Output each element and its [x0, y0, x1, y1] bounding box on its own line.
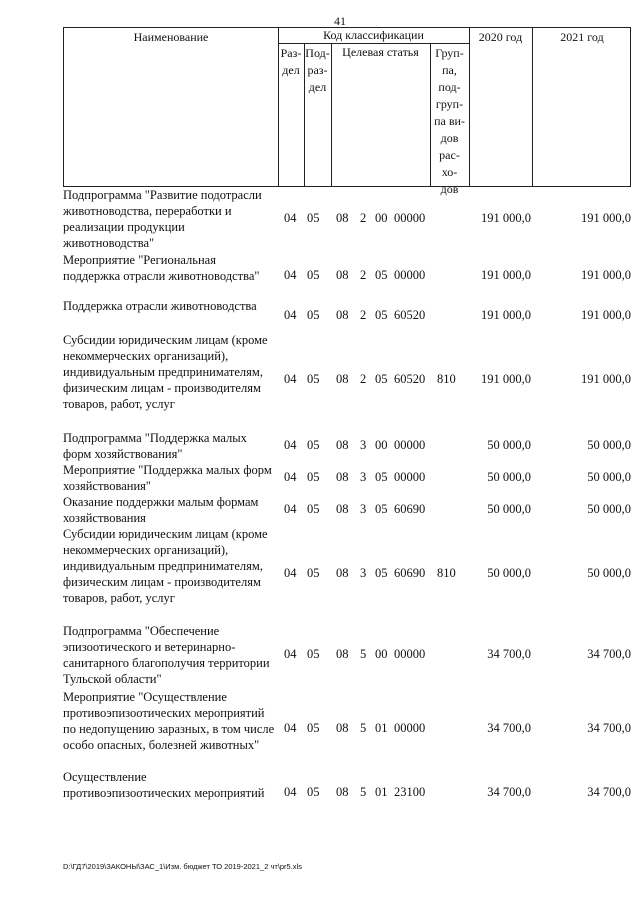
target-program-code: 08 [336, 502, 349, 516]
target-direction-code: 00000 [394, 721, 426, 735]
target-program-code: 08 [336, 438, 349, 452]
target-program-code: 08 [336, 566, 349, 580]
amount-2020: 34 700,0 [487, 721, 531, 735]
amount-2021: 50 000,0 [587, 470, 631, 484]
podrazdel-code: 05 [307, 785, 320, 799]
table-row [63, 623, 631, 687]
target-direction-code: 00000 [394, 470, 426, 484]
razdel-code: 04 [284, 470, 297, 484]
table-row [63, 430, 631, 462]
amount-2020: 191 000,0 [481, 308, 531, 322]
row-name: Мероприятие "Поддержка малых форм хозяйствования" [63, 463, 272, 493]
table-row [63, 769, 631, 803]
row-name: Подпрограмма "Поддержка малых форм хозяйствования" [63, 431, 247, 461]
amount-2021: 34 700,0 [587, 647, 631, 661]
razdel-code: 04 [284, 308, 297, 322]
header-group: Груп- па, под- груп- па ви- дов рас- хо- дов [434, 46, 465, 196]
target-program-code: 08 [336, 470, 349, 484]
amount-2021: 50 000,0 [587, 438, 631, 452]
table-row [63, 252, 631, 292]
row-name: Подпрограмма "Обеспечение эпизоотического и ветеринарно-санитарного благополучия территории Тульской области" [63, 624, 270, 686]
target-subprogram-code: 5 [360, 721, 367, 735]
amount-2020: 50 000,0 [487, 566, 531, 580]
podrazdel-code: 05 [307, 308, 320, 322]
table-row [63, 689, 631, 769]
razdel-code: 04 [284, 372, 297, 386]
razdel-code: 04 [284, 502, 297, 516]
podrazdel-code: 05 [307, 372, 320, 386]
podrazdel-code: 05 [307, 211, 320, 225]
target-direction-code: 00000 [394, 647, 426, 661]
target-direction-code: 00000 [394, 268, 426, 282]
amount-2021: 191 000,0 [581, 372, 631, 386]
header-target: Целевая статья [342, 45, 419, 59]
target-program-code: 08 [336, 721, 349, 735]
row-name: Субсидии юридическим лицам (кроме некоммерческих организаций), индивидуальным предпринимателям, физическим лицам - производителям товаров, работ, услуг [63, 527, 268, 605]
row-name: Мероприятие "Осуществление противоэпизоотических мероприятий по недопущению заразных, в том числе особо опасных, болезней животных" [63, 690, 275, 752]
header-year-2021: 2021 год [560, 30, 604, 44]
podrazdel-code: 05 [307, 470, 320, 484]
amount-2021: 191 000,0 [581, 211, 631, 225]
row-name: Оказание поддержки малым формам хозяйствования [63, 495, 259, 525]
table-row [63, 332, 631, 416]
target-program-code: 08 [336, 211, 349, 225]
header-name: Наименование [133, 30, 209, 44]
target-program-code: 08 [336, 308, 349, 322]
target-direction-code: 00000 [394, 211, 426, 225]
target-program-code: 08 [336, 268, 349, 282]
target-event-code: 00 [375, 647, 388, 661]
target-subprogram-code: 5 [360, 785, 367, 799]
razdel-code: 04 [284, 566, 297, 580]
target-program-code: 08 [336, 785, 349, 799]
row-name: Подпрограмма "Развитие подотрасли животноводства, переработки и реализации продукции животноводства" [63, 188, 262, 250]
table-header [63, 27, 631, 196]
amount-2021: 50 000,0 [587, 566, 631, 580]
target-event-code: 05 [375, 372, 388, 386]
target-program-code: 08 [336, 372, 349, 386]
target-subprogram-code: 2 [360, 211, 367, 225]
podrazdel-code: 05 [307, 502, 320, 516]
target-subprogram-code: 3 [360, 502, 367, 516]
row-name: Поддержка отрасли животноводства [63, 299, 257, 313]
header-year-2020: 2020 год [478, 30, 523, 44]
target-direction-code: 60690 [394, 566, 426, 580]
target-event-code: 05 [375, 470, 388, 484]
target-event-code: 01 [375, 785, 388, 799]
target-subprogram-code: 2 [360, 268, 367, 282]
target-direction-code: 60520 [394, 372, 426, 386]
target-subprogram-code: 3 [360, 438, 367, 452]
target-event-code: 05 [375, 566, 388, 580]
expense-group-code: 810 [437, 566, 456, 580]
target-event-code: 00 [375, 211, 388, 225]
row-name: Субсидии юридическим лицам (кроме некоммерческих организаций), индивидуальным предпринимателям, физическим лицам - производителям товаров, работ, услуг [63, 333, 268, 411]
podrazdel-code: 05 [307, 647, 320, 661]
target-program-code: 08 [336, 647, 349, 661]
table-row [63, 187, 631, 251]
podrazdel-code: 05 [307, 268, 320, 282]
target-direction-code: 60520 [394, 308, 426, 322]
amount-2021: 191 000,0 [581, 308, 631, 322]
target-event-code: 05 [375, 502, 388, 516]
row-name: Осуществление противоэпизоотических мероприятий [63, 770, 265, 800]
podrazdel-code: 05 [307, 438, 320, 452]
amount-2021: 34 700,0 [587, 785, 631, 799]
table-row [63, 298, 631, 328]
target-subprogram-code: 2 [360, 308, 367, 322]
razdel-code: 04 [284, 785, 297, 799]
amount-2021: 50 000,0 [587, 502, 631, 516]
amount-2021: 34 700,0 [587, 721, 631, 735]
target-direction-code: 60690 [394, 502, 426, 516]
razdel-code: 04 [284, 438, 297, 452]
razdel-code: 04 [284, 268, 297, 282]
target-event-code: 00 [375, 438, 388, 452]
target-direction-code: 00000 [394, 438, 426, 452]
amount-2020: 191 000,0 [481, 372, 531, 386]
header-podrazdel: Под- раз- дел [305, 46, 330, 94]
razdel-code: 04 [284, 721, 297, 735]
table-row [63, 462, 631, 494]
page-number: 41 [334, 14, 346, 28]
razdel-code: 04 [284, 647, 297, 661]
table-row [63, 526, 631, 610]
table-row [63, 494, 631, 526]
amount-2020: 50 000,0 [487, 438, 531, 452]
amount-2020: 50 000,0 [487, 470, 531, 484]
amount-2020: 34 700,0 [487, 785, 531, 799]
amount-2021: 191 000,0 [581, 268, 631, 282]
target-subprogram-code: 3 [360, 470, 367, 484]
amount-2020: 34 700,0 [487, 647, 531, 661]
file-path-footer: D:\ГД7\2019\ЗАКОНЫ\ЗАС_1\Изм. бюджет ТО 2019-2021_2 чт\pr5.xls [63, 862, 302, 871]
target-subprogram-code: 5 [360, 647, 367, 661]
target-event-code: 01 [375, 721, 388, 735]
target-subprogram-code: 2 [360, 372, 367, 386]
row-name: Мероприятие "Региональная поддержка отрасли животноводства" [63, 253, 260, 283]
podrazdel-code: 05 [307, 566, 320, 580]
header-classification: Код классификации [323, 28, 424, 42]
podrazdel-code: 05 [307, 721, 320, 735]
header-razdel: Раз- дел [280, 46, 302, 77]
target-subprogram-code: 3 [360, 566, 367, 580]
target-event-code: 05 [375, 268, 388, 282]
expense-group-code: 810 [437, 372, 456, 386]
amount-2020: 50 000,0 [487, 502, 531, 516]
razdel-code: 04 [284, 211, 297, 225]
target-direction-code: 23100 [394, 785, 426, 799]
target-event-code: 05 [375, 308, 388, 322]
amount-2020: 191 000,0 [481, 268, 531, 282]
amount-2020: 191 000,0 [481, 211, 531, 225]
